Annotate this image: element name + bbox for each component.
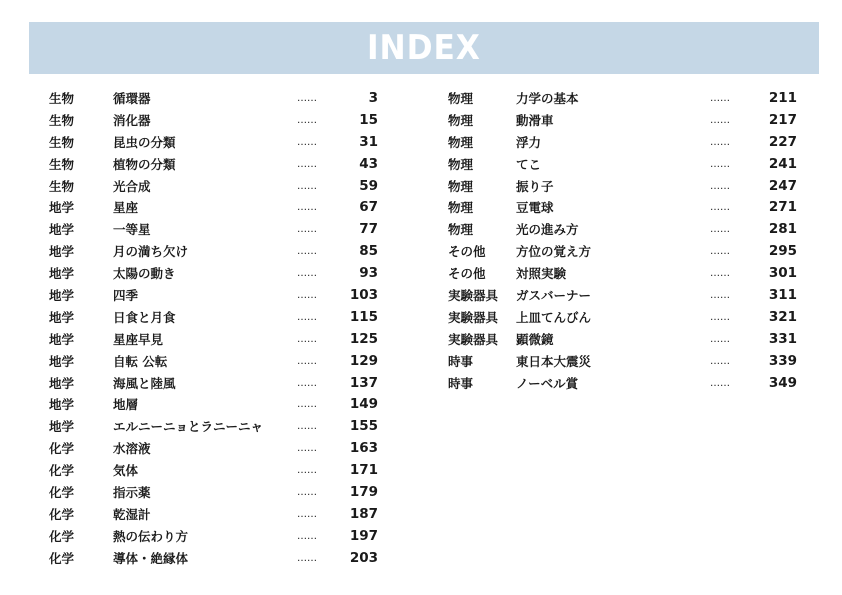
- topic-label: 植物の分類: [113, 156, 176, 172]
- page-title: INDEX: [367, 28, 481, 68]
- leader-dots: ……: [710, 158, 730, 170]
- subject-label: 地学: [49, 375, 75, 391]
- topic-label: 一等星: [113, 222, 151, 238]
- index-entry: [49, 132, 380, 154]
- leader-dots: ……: [710, 290, 730, 302]
- index-entry: [448, 351, 799, 373]
- topic-label: 星座: [113, 200, 139, 216]
- topic-label: 水溶液: [113, 441, 151, 457]
- page-number: 129: [349, 352, 378, 369]
- topic-label: 気体: [113, 463, 139, 479]
- page-number: 247: [768, 177, 797, 194]
- subject-label: 地学: [49, 200, 75, 216]
- topic-label: ノーベル賞: [516, 375, 579, 391]
- index-entry: [448, 241, 799, 263]
- topic-label: 四季: [113, 288, 139, 304]
- subject-label: 化学: [49, 550, 75, 566]
- leader-dots: ……: [297, 443, 317, 455]
- index-banner: [29, 22, 819, 74]
- subject-label: 生物: [49, 156, 75, 172]
- topic-label: 熱の伝わり方: [113, 528, 189, 544]
- index-entry: [448, 263, 799, 285]
- topic-label: てこ: [516, 156, 542, 172]
- subject-label: 物理: [448, 112, 474, 128]
- subject-label: 生物: [49, 134, 75, 150]
- page-number: 137: [349, 374, 378, 391]
- index-entry: [49, 241, 380, 263]
- leader-dots: ……: [297, 246, 317, 258]
- index-entry: [448, 373, 799, 395]
- index-entry: [49, 504, 380, 526]
- subject-label: 地学: [49, 331, 75, 347]
- index-entry: [49, 526, 380, 548]
- subject-label: 化学: [49, 463, 75, 479]
- subject-label: 地学: [49, 397, 75, 413]
- subject-label: 地学: [49, 288, 75, 304]
- index-entry: [448, 219, 799, 241]
- page-number: 301: [768, 265, 797, 282]
- page-number: 295: [768, 243, 797, 260]
- leader-dots: ……: [297, 268, 317, 280]
- topic-label: 力学の基本: [516, 91, 579, 106]
- page-number: 155: [349, 418, 378, 435]
- topic-label: 太陽の動き: [113, 266, 176, 282]
- leader-dots: ……: [710, 355, 730, 367]
- topic-label: 動滑車: [516, 112, 554, 128]
- leader-dots: ……: [710, 114, 730, 126]
- leader-dots: ……: [297, 114, 317, 126]
- topic-label: 光合成: [113, 178, 151, 194]
- index-entry: [49, 460, 380, 482]
- topic-label: 浮力: [516, 134, 542, 150]
- topic-label: 海風と陸風: [113, 375, 176, 391]
- index-entry: [49, 548, 380, 570]
- subject-label: 物理: [448, 178, 474, 194]
- topic-label: 顕微鏡: [516, 331, 554, 347]
- subject-label: 実験器具: [448, 331, 499, 347]
- leader-dots: ……: [297, 333, 317, 345]
- page-number: 3: [368, 90, 378, 106]
- page-number: 241: [768, 155, 797, 172]
- subject-label: 化学: [49, 506, 75, 522]
- page-number: 59: [359, 177, 378, 194]
- subject-label: 地学: [49, 244, 75, 260]
- subject-label: 地学: [49, 419, 75, 435]
- subject-label: 地学: [49, 353, 75, 369]
- page-number: 211: [768, 90, 797, 106]
- subject-label: 地学: [49, 266, 75, 282]
- index-entry: [448, 197, 799, 219]
- leader-dots: ……: [297, 530, 317, 542]
- page-number: 43: [359, 155, 378, 172]
- topic-label: 消化器: [113, 112, 151, 128]
- leader-dots: ……: [297, 421, 317, 433]
- subject-label: 物理: [448, 156, 474, 172]
- page-number: 125: [349, 330, 378, 347]
- page-number: 321: [768, 308, 797, 325]
- page-number: 171: [349, 462, 378, 479]
- page-number: 93: [359, 265, 378, 282]
- topic-label: エルニーニョとラニーニャ: [113, 419, 264, 435]
- index-entry: [49, 88, 380, 110]
- leader-dots: ……: [710, 246, 730, 258]
- topic-label: 豆電球: [516, 200, 554, 216]
- topic-label: 振り子: [516, 178, 554, 194]
- subject-label: 物理: [448, 200, 474, 216]
- page-number: 67: [359, 199, 378, 216]
- page-number: 281: [768, 221, 797, 238]
- subject-label: 物理: [448, 222, 474, 238]
- leader-dots: ……: [297, 202, 317, 214]
- page-number: 163: [349, 440, 378, 457]
- page-number: 203: [349, 549, 378, 566]
- index-entry: [448, 154, 799, 176]
- subject-label: 生物: [49, 178, 75, 194]
- page-number: 217: [768, 111, 797, 128]
- leader-dots: ……: [710, 93, 730, 104]
- topic-label: 指示薬: [113, 485, 151, 501]
- topic-label: 上皿てんびん: [516, 309, 592, 325]
- page-number: 339: [768, 352, 797, 369]
- index-column-right: [448, 88, 799, 394]
- topic-label: 自転 公転: [113, 353, 168, 369]
- topic-label: 方位の覚え方: [516, 244, 592, 260]
- subject-label: 物理: [448, 91, 474, 106]
- topic-label: 日食と月食: [113, 309, 176, 325]
- leader-dots: ……: [297, 355, 317, 367]
- index-entry: [49, 394, 380, 416]
- topic-label: 昆虫の分類: [113, 134, 176, 150]
- leader-dots: ……: [297, 465, 317, 477]
- topic-label: 地層: [113, 397, 139, 413]
- leader-dots: ……: [297, 158, 317, 170]
- index-entry: [49, 285, 380, 307]
- leader-dots: ……: [710, 268, 730, 280]
- index-entry: [49, 351, 380, 373]
- topic-label: 月の満ち欠け: [113, 244, 189, 260]
- subject-label: 化学: [49, 441, 75, 457]
- index-entry: [49, 307, 380, 329]
- leader-dots: ……: [710, 224, 730, 236]
- index-entry: [448, 307, 799, 329]
- leader-dots: ……: [710, 202, 730, 214]
- index-entry: [448, 110, 799, 132]
- index-entry: [49, 438, 380, 460]
- page-number: 31: [359, 133, 378, 150]
- index-entry: [448, 329, 799, 351]
- leader-dots: ……: [297, 136, 317, 148]
- page-number: 179: [349, 484, 378, 501]
- leader-dots: ……: [710, 377, 730, 389]
- index-entry: [49, 263, 380, 285]
- topic-label: ガスバーナー: [516, 288, 592, 304]
- subject-label: その他: [448, 266, 486, 282]
- page-number: 85: [359, 243, 378, 260]
- subject-label: 時事: [448, 375, 474, 391]
- leader-dots: ……: [297, 377, 317, 389]
- subject-label: 地学: [49, 309, 75, 325]
- leader-dots: ……: [710, 333, 730, 345]
- leader-dots: ……: [297, 552, 317, 564]
- subject-label: 化学: [49, 528, 75, 544]
- page-number: 115: [349, 308, 378, 325]
- leader-dots: ……: [297, 290, 317, 302]
- page-number: 103: [349, 287, 378, 304]
- index-entry: [49, 373, 380, 395]
- page-number: 331: [768, 330, 797, 347]
- subject-label: 実験器具: [448, 309, 499, 325]
- topic-label: 対照実験: [516, 266, 567, 282]
- topic-label: 乾湿計: [113, 506, 151, 522]
- page-number: 227: [768, 133, 797, 150]
- index-entry: [448, 132, 799, 154]
- topic-label: 光の進み方: [516, 222, 579, 238]
- index-entry: [448, 88, 799, 110]
- subject-label: 地学: [49, 222, 75, 238]
- subject-label: 生物: [49, 91, 75, 106]
- leader-dots: ……: [297, 311, 317, 323]
- index-entry: [49, 416, 380, 438]
- leader-dots: ……: [297, 508, 317, 520]
- leader-dots: ……: [710, 136, 730, 148]
- index-entry: [448, 285, 799, 307]
- leader-dots: ……: [297, 487, 317, 499]
- page-number: 15: [359, 111, 378, 128]
- topic-label: 東日本大震災: [516, 353, 592, 369]
- page-number: 311: [768, 287, 797, 304]
- topic-label: 循環器: [113, 91, 151, 106]
- index-entry: [49, 482, 380, 504]
- index-entry: [49, 329, 380, 351]
- index-entry: [448, 176, 799, 198]
- subject-label: 実験器具: [448, 288, 499, 304]
- leader-dots: ……: [710, 311, 730, 323]
- topic-label: 導体・絶縁体: [113, 550, 189, 566]
- leader-dots: ……: [297, 93, 317, 104]
- index-entry: [49, 197, 380, 219]
- index-column-left: [49, 88, 380, 570]
- leader-dots: ……: [710, 180, 730, 192]
- leader-dots: ……: [297, 180, 317, 192]
- page-number: 187: [349, 505, 378, 522]
- leader-dots: ……: [297, 399, 317, 411]
- page-number: 349: [768, 374, 797, 391]
- index-entry: [49, 154, 380, 176]
- subject-label: 時事: [448, 353, 474, 369]
- topic-label: 星座早見: [113, 331, 164, 347]
- leader-dots: ……: [297, 224, 317, 236]
- index-entry: [49, 219, 380, 241]
- subject-label: 物理: [448, 134, 474, 150]
- page-number: 149: [349, 396, 378, 413]
- page-number: 197: [349, 527, 378, 544]
- subject-label: 生物: [49, 112, 75, 128]
- subject-label: その他: [448, 244, 486, 260]
- index-entry: [49, 110, 380, 132]
- page-number: 77: [359, 221, 378, 238]
- subject-label: 化学: [49, 485, 75, 501]
- index-entry: [49, 176, 380, 198]
- page-number: 271: [768, 199, 797, 216]
